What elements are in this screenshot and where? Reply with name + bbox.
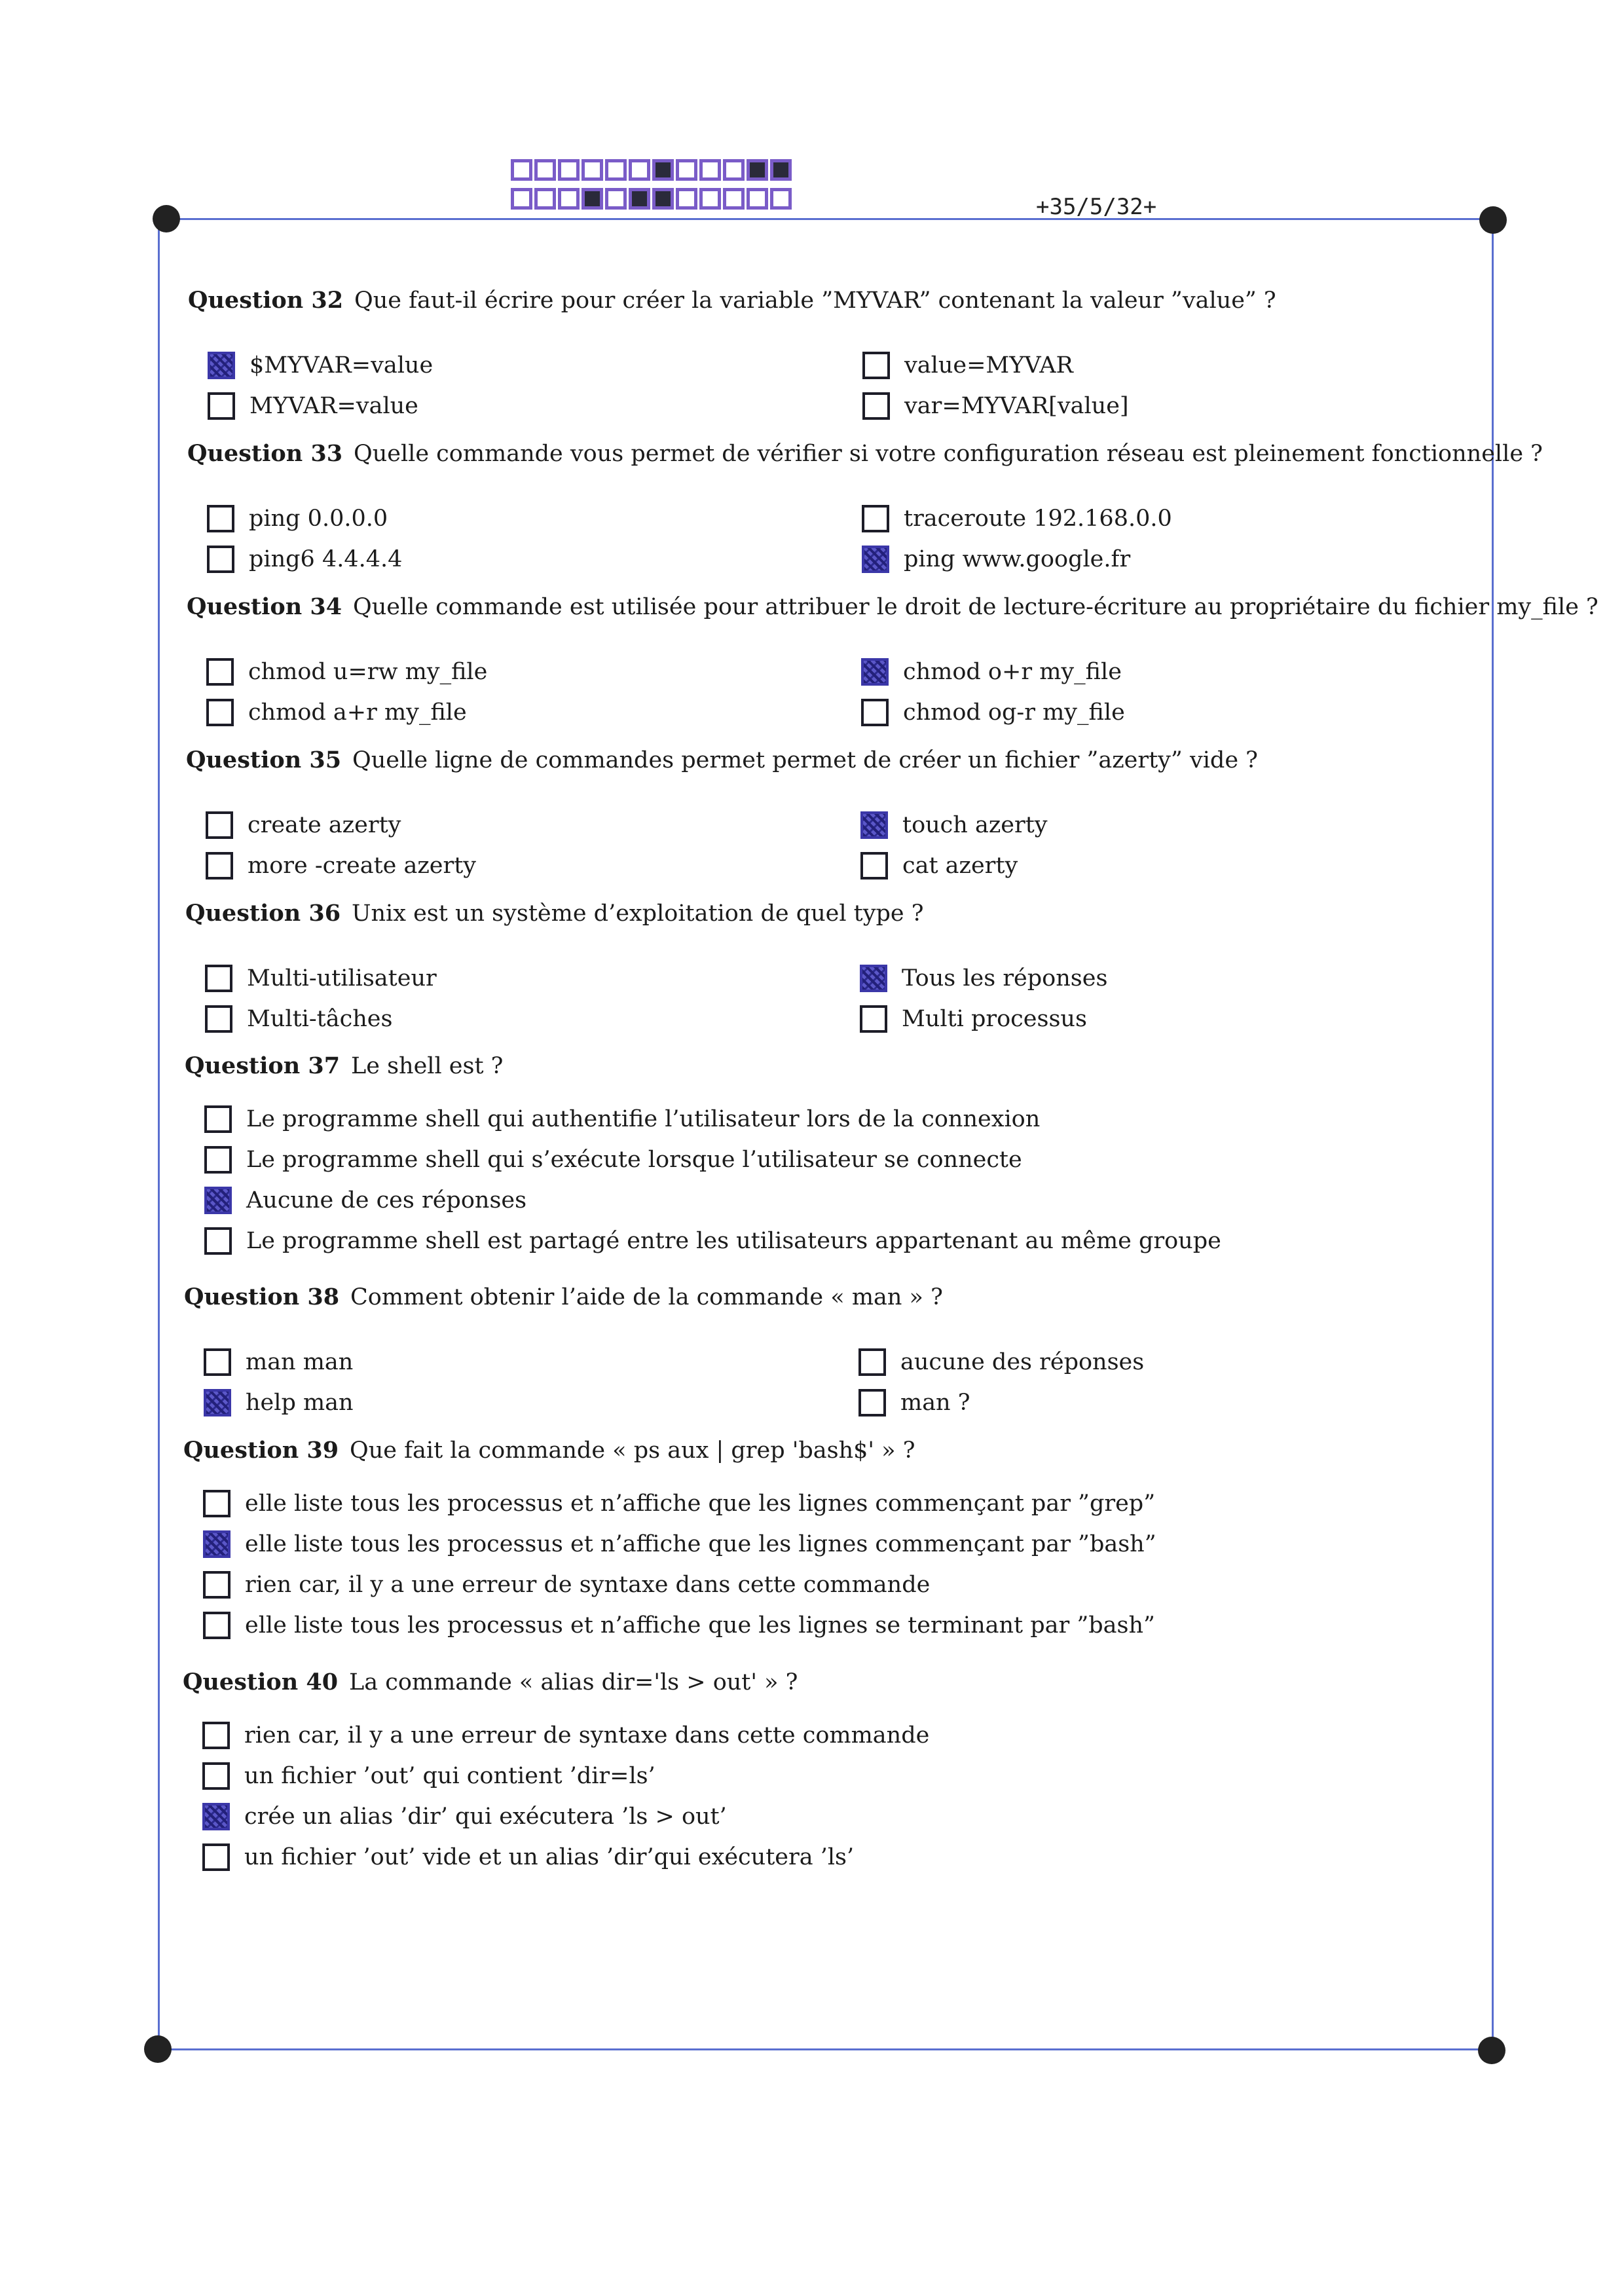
checkbox[interactable] — [204, 1146, 232, 1174]
question-header — [183, 1669, 929, 1695]
answer-choice[interactable] — [204, 1180, 1221, 1221]
code-cell — [723, 188, 745, 210]
choice-list — [187, 498, 1543, 580]
checkbox[interactable] — [860, 852, 888, 880]
code-cell — [676, 159, 697, 181]
checkbox[interactable] — [204, 1348, 231, 1376]
code-cell — [747, 188, 768, 210]
code-cell — [652, 159, 674, 181]
question-header — [183, 1437, 1156, 1464]
question-number: Question 35 — [186, 747, 342, 773]
answer-choice-label: traceroute 192.168.0.0 — [904, 506, 1172, 532]
checkbox[interactable] — [203, 1612, 231, 1639]
answer-choice[interactable] — [204, 1382, 354, 1423]
code-cell — [652, 188, 674, 210]
corner-marker-top-left — [153, 205, 180, 232]
code-cell — [558, 188, 580, 210]
question-number: Question 37 — [185, 1052, 341, 1079]
answer-choice[interactable] — [206, 652, 487, 692]
answer-choice-label: var=MYVAR[value] — [904, 393, 1129, 419]
question-number: Question 36 — [185, 900, 341, 927]
checkbox[interactable] — [203, 1490, 231, 1517]
checkbox[interactable] — [862, 352, 890, 379]
question-header — [186, 747, 1258, 773]
code-cell — [676, 188, 697, 210]
answer-choice[interactable] — [861, 652, 1122, 692]
answer-choice[interactable] — [202, 1837, 929, 1878]
answer-choice-label: elle liste tous les processus et n’affiche que les lignes commençant par ”grep” — [245, 1491, 1156, 1517]
checkbox-checked[interactable] — [862, 546, 889, 573]
answer-choice-label: $MYVAR=value — [249, 352, 434, 379]
answer-choice[interactable] — [205, 958, 437, 999]
answer-choice-label: help man — [246, 1390, 354, 1416]
answer-choice-label: ping6 4.4.4.4 — [249, 546, 403, 572]
answer-choice-label: MYVAR=value — [249, 393, 418, 419]
question-text: Que faut-il écrire pour créer la variable ”MYVAR” contenant la valeur ”value” ? — [354, 287, 1276, 314]
checkbox[interactable] — [858, 1348, 886, 1376]
question-block — [188, 287, 1276, 426]
answer-choice-label: chmod a+r my_file — [248, 699, 467, 726]
checkbox[interactable] — [858, 1389, 886, 1416]
checkbox-checked[interactable] — [861, 658, 889, 686]
answer-choice-label: ping www.google.fr — [904, 546, 1131, 572]
answer-choice-label: rien car, il y a une erreur de syntaxe dans cette commande — [245, 1572, 931, 1598]
code-cell — [534, 159, 556, 181]
page-code: +35/5/32+ — [1036, 194, 1157, 220]
choice-list — [185, 958, 1108, 1039]
binary-code-row-1 — [511, 159, 794, 181]
checkbox[interactable] — [202, 1722, 230, 1749]
question-block — [185, 1052, 1221, 1261]
answer-choice-label: touch azerty — [902, 812, 1048, 838]
answer-choice[interactable] — [207, 498, 388, 539]
question-text: Le shell est ? — [351, 1053, 504, 1079]
answer-choice-label: un fichier ’out’ qui contient ’dir=ls’ — [244, 1763, 655, 1789]
answer-choice[interactable] — [203, 1483, 1156, 1524]
checkbox[interactable] — [207, 546, 234, 573]
answer-choice[interactable] — [207, 539, 402, 580]
code-cell — [558, 159, 580, 181]
choice-list — [185, 1099, 1221, 1261]
corner-marker-bottom-left — [144, 2035, 172, 2063]
answer-choice[interactable] — [861, 692, 1125, 733]
code-cell — [699, 159, 721, 181]
answer-choice-label: value=MYVAR — [904, 352, 1073, 379]
answer-choice[interactable] — [862, 386, 1129, 426]
question-number: Question 34 — [187, 593, 342, 620]
answer-choice-label: chmod og-r my_file — [903, 699, 1125, 726]
choice-list — [186, 805, 1258, 886]
answer-choice[interactable] — [860, 958, 1107, 999]
question-block — [187, 440, 1543, 580]
checkbox-checked[interactable] — [208, 352, 235, 379]
corner-marker-top-right — [1479, 206, 1507, 234]
code-cell — [511, 188, 532, 210]
question-block — [184, 1284, 1145, 1423]
code-cell — [511, 159, 532, 181]
answer-choice[interactable] — [858, 1342, 1144, 1382]
checkbox[interactable] — [204, 1105, 232, 1133]
code-cell — [699, 188, 721, 210]
answer-choice-label: more -create azerty — [248, 853, 477, 879]
answer-choice[interactable] — [862, 498, 1172, 539]
choice-list — [183, 1715, 929, 1878]
answer-choice-label: elle liste tous les processus et n’affiche que les lignes se terminant par ”bash” — [245, 1612, 1155, 1639]
code-cell — [605, 188, 627, 210]
corner-marker-bottom-right — [1478, 2037, 1505, 2064]
answer-choice-label: Multi-tâches — [247, 1006, 393, 1032]
answer-choice-label: ping 0.0.0.0 — [249, 506, 388, 532]
frame-left — [158, 219, 160, 2050]
question-block — [185, 900, 1108, 1039]
frame-top — [168, 218, 1496, 220]
answer-choice[interactable] — [202, 1756, 929, 1796]
checkbox-checked[interactable] — [202, 1803, 230, 1830]
checkbox[interactable] — [202, 1843, 230, 1871]
answer-choice-label: chmod o+r my_file — [903, 659, 1122, 685]
question-text: Que fait la commande « ps aux | grep 'bash$' » ? — [350, 1437, 915, 1464]
answer-choice-label: Tous les réponses — [902, 965, 1108, 991]
code-cell — [581, 159, 603, 181]
checkbox[interactable] — [208, 392, 235, 420]
answer-choice-label: create azerty — [248, 812, 401, 838]
checkbox-checked[interactable] — [204, 1389, 231, 1416]
checkbox[interactable] — [207, 505, 234, 532]
checkbox[interactable] — [860, 1005, 887, 1033]
question-text: Comment obtenir l’aide de la commande « man » ? — [350, 1284, 943, 1310]
choice-list — [188, 345, 1276, 426]
answer-choice[interactable] — [204, 1342, 353, 1382]
code-cell — [605, 159, 627, 181]
answer-choice[interactable] — [208, 386, 418, 426]
choice-list — [187, 652, 1598, 733]
question-header — [188, 287, 1276, 314]
checkbox[interactable] — [203, 1571, 231, 1599]
answer-choice-label: un fichier ’out’ vide et un alias ’dir’qui exécutera ’ls’ — [244, 1844, 855, 1870]
code-cell — [629, 159, 650, 181]
answer-choice[interactable] — [203, 1605, 1156, 1646]
checkbox[interactable] — [862, 392, 890, 420]
code-cell — [770, 188, 792, 210]
question-header — [187, 440, 1543, 467]
code-cell — [723, 159, 745, 181]
question-text: Quelle commande est utilisée pour attribuer le droit de lecture-écriture au propriétaire du fichier my_file ? — [353, 594, 1598, 620]
checkbox[interactable] — [862, 505, 889, 532]
question-number: Question 32 — [188, 287, 344, 314]
question-header — [184, 1284, 943, 1310]
answer-choice-label: rien car, il y a une erreur de syntaxe dans cette commande — [244, 1722, 930, 1749]
checkbox[interactable] — [861, 699, 889, 726]
question-block — [186, 747, 1258, 886]
answer-choice[interactable] — [204, 1139, 1221, 1180]
answer-choice[interactable] — [858, 1382, 970, 1423]
answer-choice-label: Multi processus — [902, 1006, 1087, 1032]
question-header — [185, 1052, 1221, 1079]
answer-choice[interactable] — [203, 1565, 1156, 1605]
checkbox[interactable] — [205, 965, 232, 992]
answer-choice[interactable] — [203, 1524, 1156, 1565]
code-cell — [770, 159, 792, 181]
answer-choice[interactable] — [206, 805, 401, 845]
answer-choice-label: Le programme shell est partagé entre les utilisateurs appartenant au même groupe — [246, 1228, 1221, 1254]
question-text: Quelle ligne de commandes permet permet de créer un fichier ”azerty” vide ? — [352, 747, 1258, 773]
checkbox[interactable] — [206, 699, 234, 726]
answer-choice-label: crée un alias ’dir’ qui exécutera ’ls > out’ — [244, 1804, 727, 1830]
question-number: Question 40 — [183, 1669, 339, 1695]
checkbox-checked[interactable] — [860, 965, 887, 992]
answer-choice-label: Le programme shell qui authentifie l’utilisateur lors de la connexion — [246, 1106, 1041, 1132]
answer-choice-label: cat azerty — [902, 853, 1018, 879]
checkbox-checked[interactable] — [203, 1530, 231, 1558]
checkbox[interactable] — [204, 1227, 232, 1255]
choice-list — [184, 1342, 1145, 1423]
answer-choice[interactable] — [862, 345, 1073, 386]
answer-choice-label: man ? — [900, 1390, 970, 1416]
checkbox[interactable] — [205, 1005, 232, 1033]
answer-choice-label: Le programme shell qui s’exécute lorsque l’utilisateur se connecte — [246, 1147, 1022, 1173]
answer-choice[interactable] — [860, 845, 1018, 886]
code-cell — [534, 188, 556, 210]
answer-choice-label: aucune des réponses — [900, 1349, 1145, 1375]
answer-choice[interactable] — [205, 999, 392, 1039]
question-text: Unix est un système d’exploitation de quel type ? — [352, 900, 924, 927]
checkbox[interactable] — [202, 1762, 230, 1790]
answer-choice-label: man man — [246, 1349, 354, 1375]
answer-choice[interactable] — [208, 345, 433, 386]
answer-choice[interactable] — [202, 1796, 929, 1837]
answer-choice-label: chmod u=rw my_file — [248, 659, 488, 685]
checkbox[interactable] — [206, 658, 234, 686]
answer-choice[interactable] — [206, 692, 467, 733]
answer-choice[interactable] — [860, 805, 1048, 845]
binary-code-row-2 — [511, 188, 794, 210]
answer-choice[interactable] — [860, 999, 1087, 1039]
code-cell — [581, 188, 603, 210]
question-header — [185, 900, 924, 927]
code-cell — [629, 188, 650, 210]
checkbox-checked[interactable] — [204, 1187, 232, 1214]
answer-choice-label: elle liste tous les processus et n’affiche que les lignes commençant par ”bash” — [245, 1531, 1156, 1557]
checkbox-checked[interactable] — [860, 811, 888, 839]
question-block — [183, 1669, 929, 1878]
question-text: La commande « alias dir='ls > out' » ? — [349, 1669, 798, 1695]
answer-choice[interactable] — [862, 539, 1130, 580]
question-block — [187, 593, 1598, 733]
question-header — [187, 593, 1598, 620]
answer-choice[interactable] — [204, 1221, 1221, 1261]
answer-choice-label: Aucune de ces réponses — [246, 1187, 527, 1213]
question-number: Question 38 — [184, 1284, 340, 1310]
question-text: Quelle commande vous permet de vérifier si votre configuration réseau est pleinement fonctionnelle ? — [354, 441, 1543, 467]
question-block — [183, 1437, 1156, 1646]
question-number: Question 33 — [187, 440, 343, 467]
code-cell — [747, 159, 768, 181]
answer-choice-label: Multi-utilisateur — [247, 965, 437, 991]
frame-bottom — [157, 2048, 1496, 2050]
choice-list — [183, 1483, 1156, 1646]
answer-choice[interactable] — [206, 845, 476, 886]
answer-choice[interactable] — [202, 1715, 929, 1756]
checkbox[interactable] — [206, 811, 233, 839]
checkbox[interactable] — [206, 852, 233, 880]
question-number: Question 39 — [183, 1437, 339, 1464]
answer-choice[interactable] — [204, 1099, 1221, 1139]
